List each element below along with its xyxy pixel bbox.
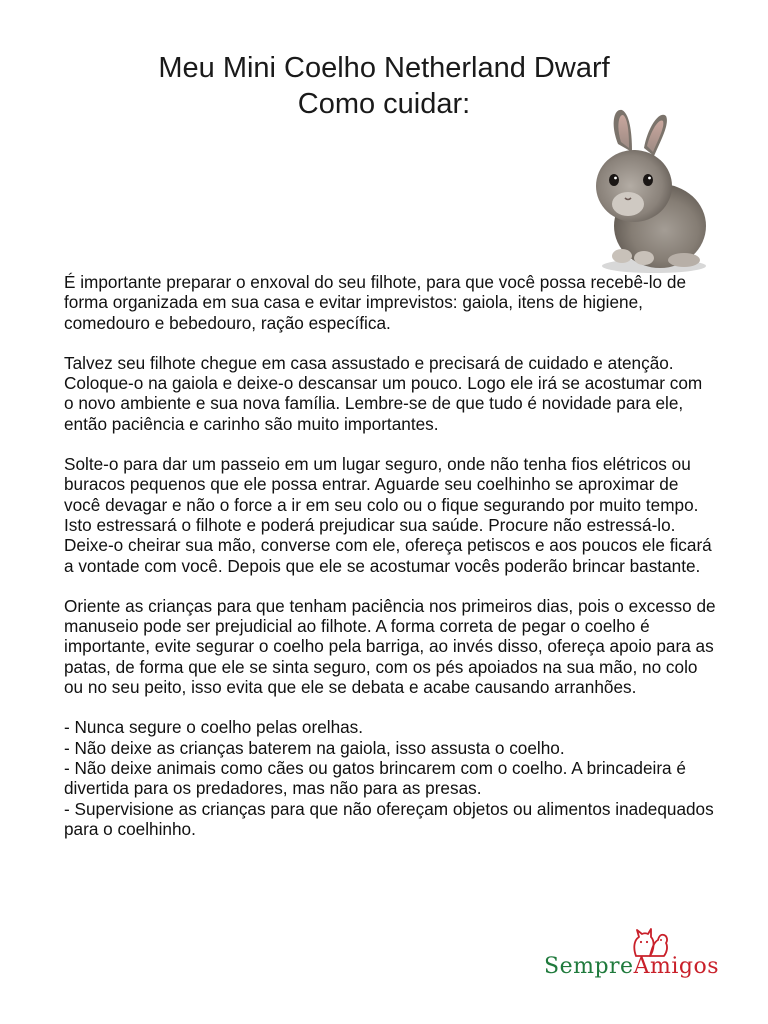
logo-word-sempre: Sempre [544,954,634,979]
list-item: - Nunca segure o coelho pelas orelhas. [64,717,364,738]
paragraph-chegada: Talvez seu filhote chegue em casa assustado e precisará de cuidado e atenção. Coloque-o na gaiola e deixe-o descansar um pouco. Logo ele irá se acostumar com o novo ambiente e sua nova família. Lembre-se de que tudo é novidade para ele, então paciência e carinho são muito importantes. [64,352,703,434]
sempre-amigos-logo [544,926,744,998]
rabbit-image [588,104,712,276]
list-item: - Supervisione as crianças para que não ofereçam objetos ou alimentos inadequados para o coelhinho. [64,798,714,839]
paragraph-criancas: Oriente as crianças para que tenham paciência nos primeiros dias, pois o excesso de manuseio pode ser prejudicial ao filhote. A forma correta de pegar o coelho é importante, evite segurar o coelho pela barriga, ao invés disso, ofereça apoio para as patas, de forma que ele se sinta seguro, com os pés apoiados na sua mão, no colo ou no seu peito, isso evita que ele se debata e acabe causando arranhões. [64,595,716,698]
logo-wordmark [544,954,719,979]
article-body [64,272,716,839]
title-line-2: Como cuidar: [297,88,471,120]
title-line-1: Meu Mini Coelho Netherland Dwarf [158,52,610,84]
logo-word-amigos: Amigos [633,954,719,979]
list-item: - Não deixe animais como cães ou gatos brincarem com o coelho. A brincadeira é divertida para os predadores, mas não para as presas. [64,757,686,799]
paragraph-enxoval: É importante preparar o enxoval do seu filhote, para que você possa recebê-lo de forma organizada em sua casa e evitar imprevistos: gaiola, itens de higiene, comedouro e bebedouro, ração específica. [64,272,686,333]
list-item: - Não deixe as crianças baterem na gaiola, isso assusta o coelho. [64,737,565,758]
paragraph-passeio: Solte-o para dar um passeio em um lugar seguro, onde não tenha fios elétricos ou buracos pequenos que ele possa entrar. Aguarde seu coelhinho se aproximar de você devagar e não o force a ir em seu colo ou o fique segurando por muito tempo. Isto estressará o filhote e poderá prejudicar sua saúde. Procure não estressá-lo. Deixe-o cheirar sua mão, converse com ele, ofereça petiscos e aos poucos ele ficará a vontade com você. Depois que ele se acostumar vocês poderão brincar bastante. [64,454,712,576]
care-tips-list [64,717,716,839]
